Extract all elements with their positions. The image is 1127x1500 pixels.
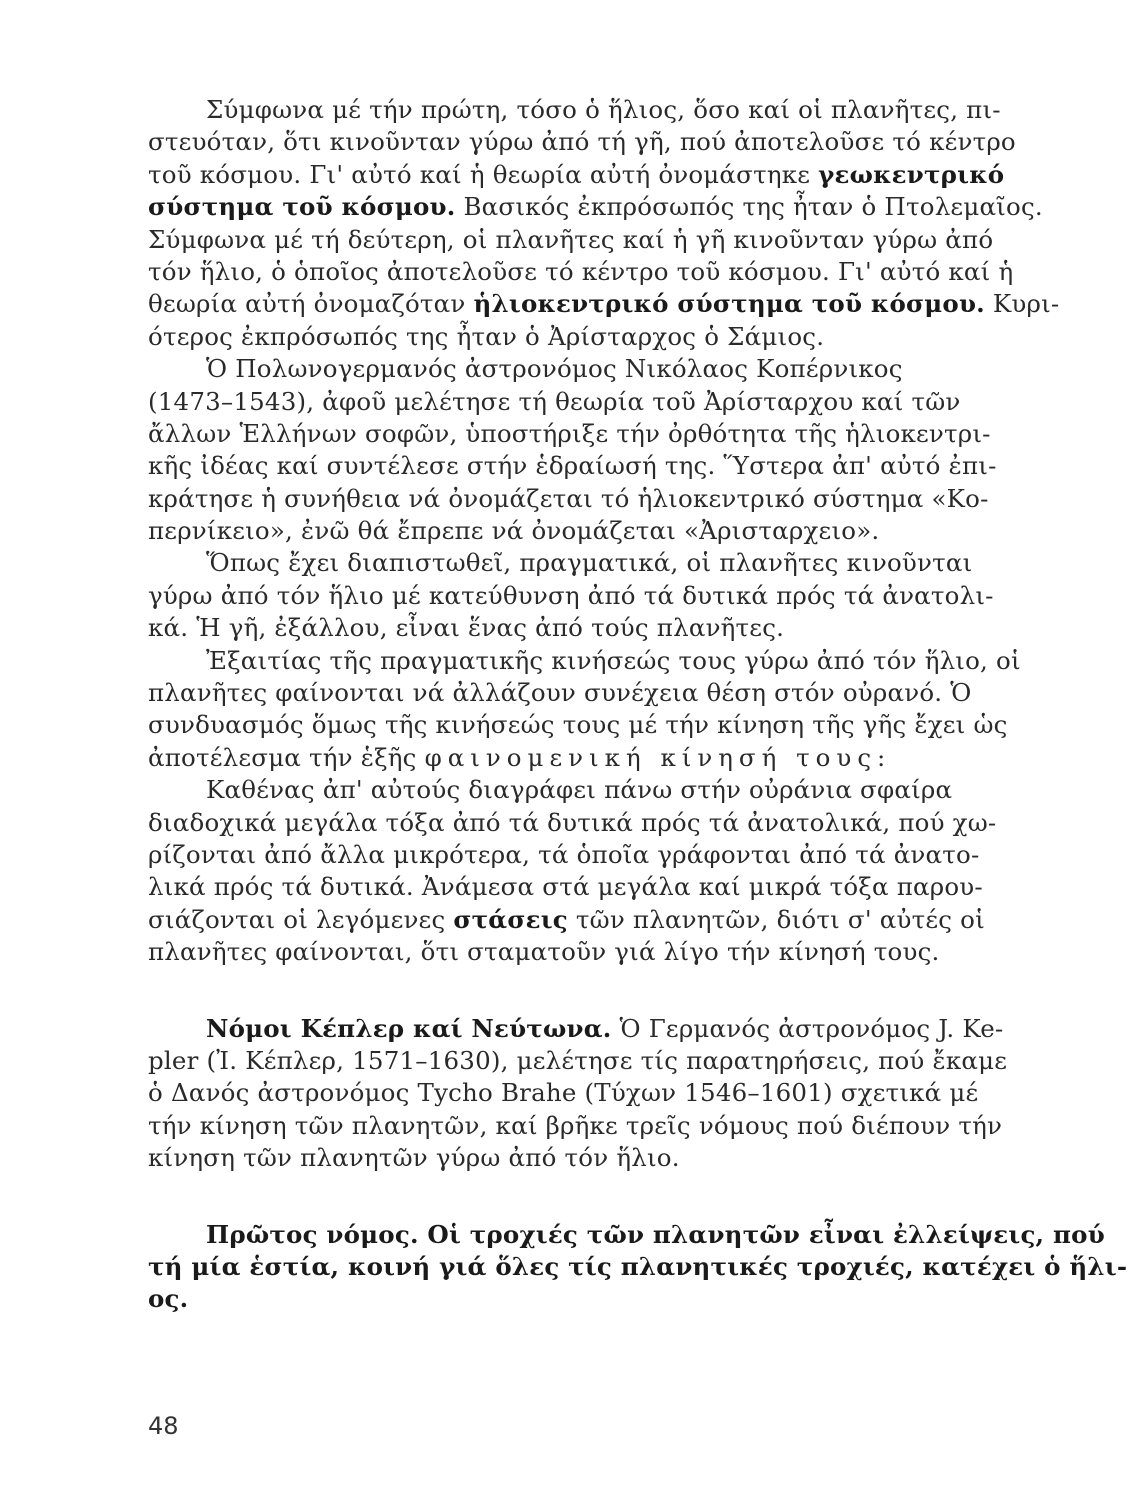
text-line bbox=[148, 936, 988, 968]
text-run: τῶν πλανητῶν, διότι σ' αὐτές οἱ bbox=[567, 904, 985, 934]
text-line bbox=[148, 1077, 988, 1109]
text-line bbox=[148, 904, 988, 936]
text-line bbox=[148, 94, 1001, 126]
text-run: ότερος ἐκπρόσωπός της ἦταν ὁ Ἀρίσταρχος ὁ Σάμιος. bbox=[148, 321, 825, 351]
text-run: Ὅπως ἔχει διαπιστωθεῖ, πραγματικά, οἱ πλανῆτες κινοῦνται bbox=[206, 548, 973, 578]
text-line bbox=[148, 1251, 1127, 1283]
page-number: 48 bbox=[148, 1412, 179, 1440]
text-run: Ὁ Πολωνογερμανός ἀστρονόμος Νικόλαος Κοπέρνικος bbox=[206, 354, 903, 384]
text-run: Ὁ Γερμανός ἀστρονόμος J. Ke- bbox=[611, 1013, 1004, 1043]
bold-term: Νόμοι Κέπλερ καί Νεύτωνα. bbox=[206, 1013, 612, 1043]
bold-term: ος. bbox=[148, 1284, 189, 1314]
text-lines bbox=[148, 94, 1127, 1316]
text-line bbox=[148, 839, 988, 871]
text-run: Ἐξαιτίας τῆς πραγματικῆς κινήσεώς τους γύρω ἀπό τόν ἥλιο, οἱ bbox=[206, 645, 1021, 675]
text-line bbox=[148, 159, 1005, 191]
text-line bbox=[148, 1142, 988, 1174]
text-run: διαδοχικά μεγάλα τόξα ἀπό τά δυτικά πρός τά ἀνατολικά, πού χω- bbox=[148, 807, 997, 837]
text-line bbox=[148, 353, 988, 385]
text-line bbox=[148, 547, 988, 579]
text-line bbox=[148, 418, 991, 450]
text-line bbox=[148, 677, 988, 709]
text-line bbox=[148, 483, 988, 515]
text-run: πλανῆτες φαίνονται νά ἀλλάζουν συνέχεια θέση στόν οὐρανό. Ὁ bbox=[148, 678, 972, 708]
text-line bbox=[148, 1013, 1004, 1045]
text-line bbox=[148, 288, 1060, 320]
text-line bbox=[148, 515, 988, 547]
text-run: θεωρία αὐτή ὀνομαζόταν bbox=[148, 289, 474, 319]
text-line bbox=[148, 612, 988, 644]
text-line bbox=[148, 580, 994, 612]
text-run: κίνηση τῶν πλανητῶν γύρω ἀπό τόν ἥλιο. bbox=[148, 1143, 680, 1173]
text-run: τοῦ κόσμου. Γι' αὐτό καί ἡ θεωρία αὐτή ὀνομάστηκε bbox=[148, 159, 819, 189]
text-line bbox=[148, 386, 988, 418]
text-run: κά. Ἡ γῆ, ἐξάλλου, εἶναι ἕνας ἀπό τούς πλανῆτες. bbox=[148, 613, 785, 643]
text-run: σιάζονται οἱ λεγόμενες bbox=[148, 904, 454, 934]
text-line bbox=[148, 450, 997, 482]
text-run: στευόταν, ὅτι κινοῦνταν γύρω ἀπό τή γῆ, πού ἀποτελοῦσε τό κέντρο bbox=[148, 127, 1016, 157]
text-line bbox=[148, 645, 1021, 677]
text-line bbox=[148, 709, 1008, 741]
text-run: περνίκειο», ἐνῶ θά ἔπρεπε νά ὀνομάζεται «Ἀρισταρχειο». bbox=[148, 516, 880, 546]
text-line bbox=[148, 321, 988, 353]
text-run: λικά πρός τά δυτικά. Ἀνάμεσα στά μεγάλα καί μικρά τόξα παρου- bbox=[148, 872, 983, 902]
text-run: τόν ἥλιο, ὁ ὁποῖος ἀποτελοῦσε τό κέντρο τοῦ κόσμου. Γι' αὐτό καί ἡ bbox=[148, 256, 1014, 286]
text-run: κράτησε ἡ συνήθεια νά ὀνομάζεται τό ἡλιοκεντρικό σύστημα «Κο- bbox=[148, 483, 989, 513]
text-run: Βασικός ἐκπρόσωπός της ἦταν ὁ Πτολεμαῖος. bbox=[455, 192, 1043, 222]
text-run: πλανῆτες φαίνονται, ὅτι σταματοῦν γιά λίγο τήν κίνησή τους. bbox=[148, 937, 940, 967]
text-run: γύρω ἀπό τόν ἥλιο μέ κατεύθυνση ἀπό τά δυτικά πρός τά ἀνατολι- bbox=[148, 580, 994, 610]
text-run: pler (Ἰ. Κέπλερ, 1571–1630), μελέτησε τίς παρατηρήσεις, πού ἔκαμε bbox=[148, 1045, 1008, 1075]
text-run: ἀποτέλεσμα τήν ἑξῆς bbox=[148, 742, 425, 772]
section-gap bbox=[148, 1175, 988, 1219]
text-run: Καθένας ἀπ' αὐτούς διαγράφει πάνω στήν οὐράνια σφαίρα bbox=[206, 775, 953, 805]
page-body bbox=[148, 94, 1127, 1316]
bold-term: Πρῶτος νόμος. Οἱ τροχιές τῶν πλανητῶν εἶναι ἐλλείψεις, πού bbox=[206, 1219, 1105, 1249]
text-run: Σύμφωνα μέ τήν πρώτη, τόσο ὁ ἥλιος, ὅσο καί οἱ πλανῆτες, πι- bbox=[206, 95, 1001, 124]
text-run: ὁ Δανός ἀστρονόμος Tycho Brahe (Τύχων 1546–1601) σχετικά μέ bbox=[148, 1078, 979, 1108]
bold-term: στάσεις bbox=[453, 904, 568, 934]
bold-term: τή μία ἑστία, κοινή γιά ὅλες τίς πλανητικές τροχιές, κατέχει ὁ ἥλι- bbox=[148, 1251, 1127, 1281]
bold-term: σύστημα τοῦ κόσμου. bbox=[148, 192, 456, 222]
text-line bbox=[148, 256, 1014, 288]
text-run: Σύμφωνα μέ τή δεύτερη, οἱ πλανῆτες καί ἡ γῆ κινοῦνταν γύρω ἀπό bbox=[148, 224, 994, 254]
text-run: Κυρι- bbox=[984, 289, 1060, 319]
section-gap bbox=[148, 969, 988, 1013]
text-line bbox=[148, 742, 988, 774]
text-line bbox=[148, 1283, 988, 1315]
text-run: τήν κίνηση τῶν πλανητῶν, καί βρῆκε τρεῖς νόμους πού διέπουν τήν bbox=[148, 1110, 1003, 1140]
text-line bbox=[148, 774, 988, 806]
text-line bbox=[148, 1045, 1008, 1077]
text-run: συνδυασμός ὅμως τῆς κινήσεώς τους μέ τήν κίνηση τῆς γῆς ἔχει ὡς bbox=[148, 710, 1008, 740]
spaced-term: φαινομενική κίνησή τους: bbox=[424, 742, 892, 772]
text-run: κῆς ἰδέας καί συντέλεσε στήν ἑδραίωσή της. Ὕστερα ἀπ' αὐτό ἐπι- bbox=[148, 451, 997, 481]
text-line bbox=[148, 126, 1016, 158]
text-line bbox=[148, 1219, 1105, 1251]
bold-term: γεωκεντρικό bbox=[818, 159, 1005, 189]
text-line bbox=[148, 871, 988, 903]
text-run: ρίζονται ἀπό ἄλλα μικρότερα, τά ὁποῖα γράφονται ἀπό τά ἀνατο- bbox=[148, 839, 980, 869]
text-run: ἄλλων Ἑλλήνων σοφῶν, ὑποστήριξε τήν ὀρθότητα τῆς ἡλιοκεντρι- bbox=[148, 418, 991, 448]
bold-term: ἡλιοκεντρικό σύστημα τοῦ κόσμου. bbox=[473, 289, 985, 319]
text-line bbox=[148, 191, 1043, 223]
text-run: (1473–1543), ἀφοῦ μελέτησε τή θεωρία τοῦ Ἀρίσταρχου καί τῶν bbox=[148, 386, 961, 416]
text-line bbox=[148, 224, 994, 256]
text-line bbox=[148, 1110, 1003, 1142]
text-line bbox=[148, 807, 997, 839]
